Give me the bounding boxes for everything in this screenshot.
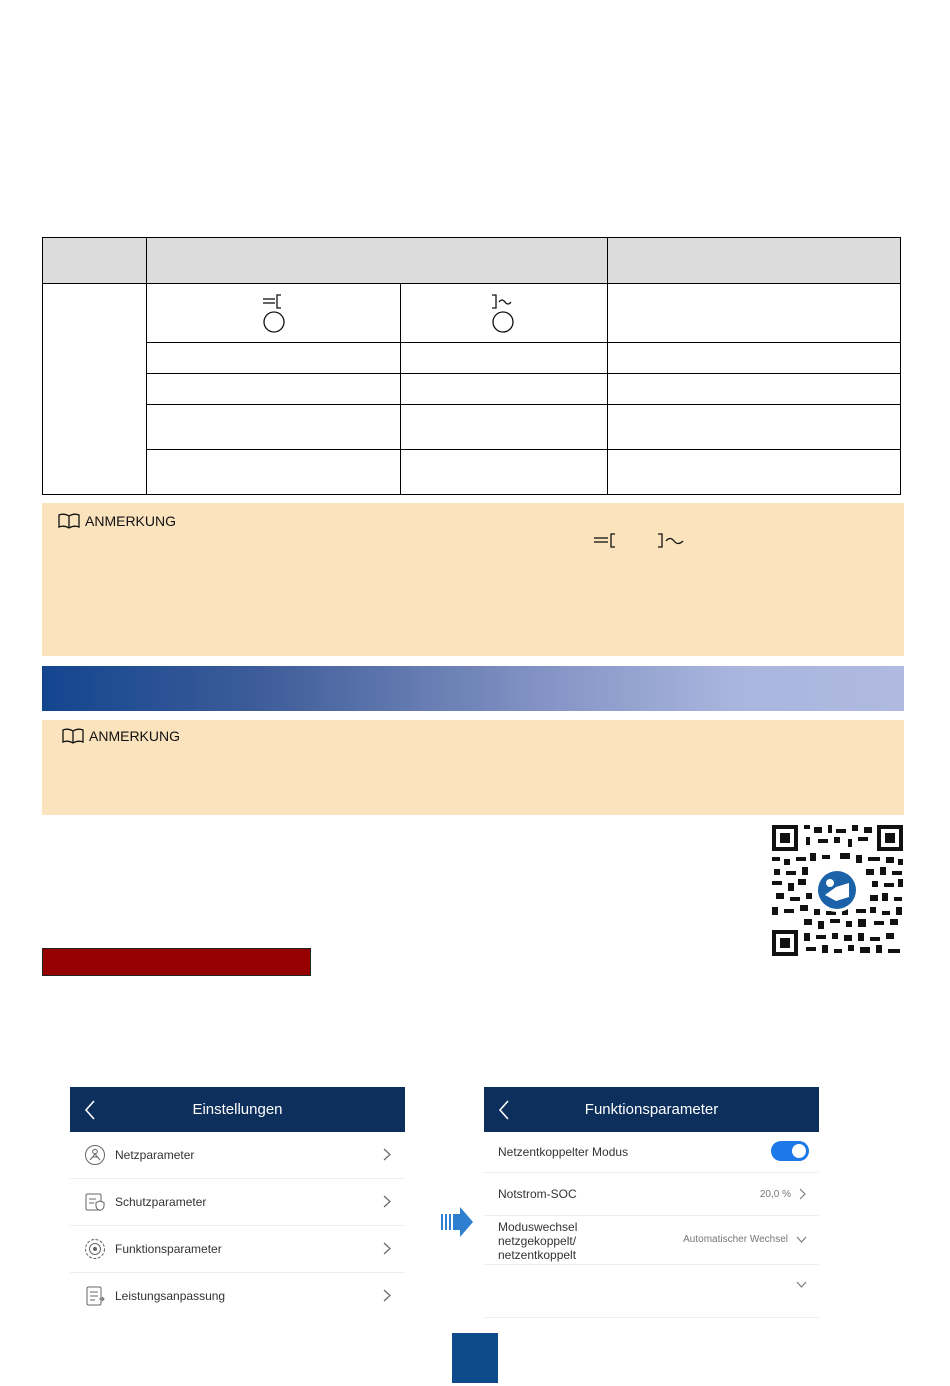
table-row — [43, 450, 901, 495]
status-table — [42, 237, 901, 495]
table-row — [43, 343, 901, 374]
offgrid-mode-toggle[interactable] — [771, 1141, 809, 1161]
note-heading — [58, 513, 176, 529]
target-gear-icon — [84, 1238, 106, 1260]
section-banner — [42, 666, 904, 711]
table-row — [43, 374, 901, 405]
shield-list-icon — [84, 1191, 106, 1213]
red-label-bar — [42, 948, 311, 976]
note-heading-text: ANMERKUNG — [85, 513, 177, 529]
table-cell — [608, 405, 901, 450]
dc-indicator-icon — [593, 531, 619, 549]
settings-item-schutzparameter[interactable] — [70, 1179, 405, 1226]
table-header-cell — [608, 238, 901, 284]
table-header-cell — [147, 238, 608, 284]
note-heading — [62, 728, 180, 744]
backup-soc-row[interactable] — [484, 1173, 819, 1216]
chevron-right-icon — [383, 1195, 391, 1208]
mode-switch-label-line: netzentkoppelt — [498, 1248, 577, 1262]
offgrid-mode-row — [484, 1132, 819, 1173]
settings-item-label: Funktionsparameter — [115, 1242, 222, 1256]
settings-item-netzparameter[interactable] — [70, 1132, 405, 1179]
settings-item-funktionsparameter[interactable] — [70, 1226, 405, 1273]
chevron-right-icon — [383, 1148, 391, 1161]
settings-screen — [70, 1087, 405, 1319]
settings-item-leistungsanpassung[interactable] — [70, 1273, 405, 1319]
function-params-title: Funktionsparameter — [584, 1101, 719, 1118]
grid-person-icon — [84, 1144, 106, 1166]
table-cell — [147, 450, 401, 495]
settings-header — [70, 1087, 405, 1132]
function-params-header — [484, 1087, 819, 1132]
table-cell — [401, 374, 608, 405]
book-icon — [62, 728, 84, 744]
table-cell — [43, 284, 147, 495]
page-number-box — [452, 1333, 498, 1383]
table-cell — [401, 284, 608, 343]
chevron-right-icon — [383, 1242, 391, 1255]
table-header-row — [43, 238, 901, 284]
function-params-screen — [484, 1087, 819, 1317]
note-box — [42, 503, 904, 656]
expand-row[interactable] — [484, 1265, 819, 1318]
table-cell — [147, 374, 401, 405]
note-box — [42, 720, 904, 815]
mode-switch-row[interactable] — [484, 1216, 819, 1265]
book-icon — [58, 513, 80, 529]
table-cell — [608, 343, 901, 374]
arrow-right-icon — [440, 1205, 474, 1239]
dc-indicator-icon — [261, 293, 287, 333]
table-header-cell — [43, 238, 147, 284]
table-cell — [608, 450, 901, 495]
settings-item-label: Leistungsanpassung — [115, 1289, 226, 1303]
table-cell — [608, 374, 901, 405]
ac-indicator-icon — [490, 293, 518, 333]
table-cell — [401, 405, 608, 450]
table-cell — [401, 450, 608, 495]
table-cell — [147, 284, 401, 343]
table-row — [43, 405, 901, 450]
chevron-right-icon — [383, 1289, 391, 1302]
settings-item-label: Netzparameter — [115, 1148, 195, 1162]
table-cell — [401, 343, 608, 374]
ac-indicator-icon — [656, 531, 688, 549]
table-row — [43, 284, 901, 343]
qr-code — [770, 823, 905, 958]
backup-soc-value: 20,0 % — [759, 1189, 791, 1200]
mode-switch-label-line: netzgekoppelt/ — [498, 1234, 577, 1248]
settings-title: Einstellungen — [192, 1101, 283, 1118]
backup-soc-label: Notstrom-SOC — [498, 1187, 577, 1201]
chevron-right-icon — [799, 1188, 806, 1200]
mode-switch-value: Automatischer Wechsel — [683, 1234, 788, 1245]
table-cell — [147, 405, 401, 450]
table-cell — [147, 343, 401, 374]
mode-switch-label-line: Moduswechsel — [498, 1220, 578, 1234]
chevron-down-icon[interactable] — [796, 1236, 807, 1243]
settings-item-label: Schutzparameter — [115, 1195, 207, 1209]
mode-switch-label — [498, 1220, 577, 1262]
note-heading-text: ANMERKUNG — [89, 728, 181, 744]
offgrid-mode-label: Netzentkoppelter Modus — [498, 1145, 629, 1159]
chevron-down-icon[interactable] — [796, 1281, 807, 1288]
table-cell — [608, 284, 901, 343]
document-adjust-icon — [84, 1285, 106, 1307]
